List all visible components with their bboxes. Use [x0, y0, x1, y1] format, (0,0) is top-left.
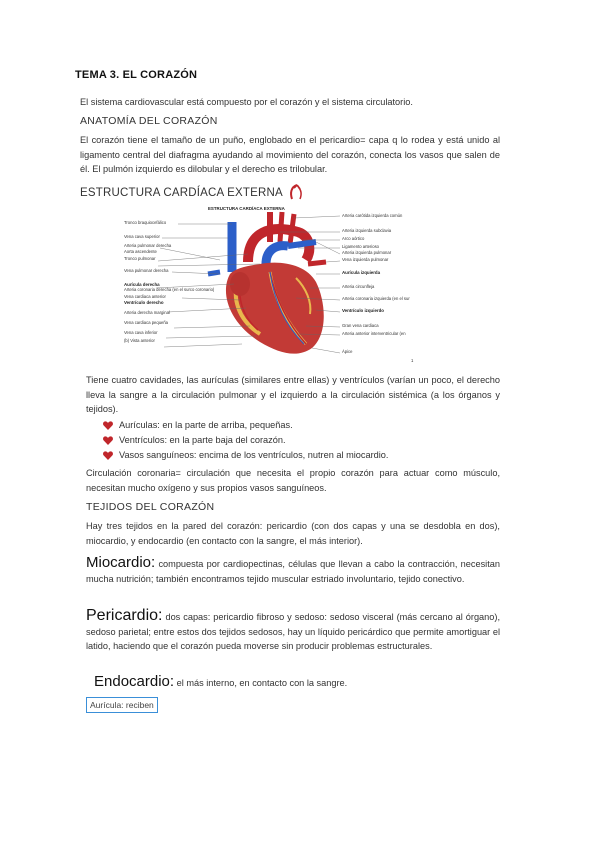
anatomy-paragraph: El corazón tiene el tamaño de un puño, englobado en el pericardio= capa q lo rodea y está unido al ligamento central del diafragma ayudando al movimiento del corazón, conecta los vasos que salen de él. El pulmón izquierdo es dilobular y el derecho es trilobular. [80, 135, 500, 175]
figure-right-label: Arteria izquierda pulmonar [342, 250, 392, 255]
figure-right-label: Arteria carótida izquierda común [342, 213, 403, 218]
figure-right-label: Vena izquierda pulmonar [342, 257, 389, 262]
list-item [103, 448, 483, 463]
miocardio-paragraph [86, 556, 500, 586]
tissues-paragraph: Hay tres tejidos en la pared del corazón: pericardio (con dos capas y una se desdobla en dos), miocardio, y endocardio (en contacto con la sangre, el más interior). [86, 521, 500, 546]
miocardio-text: compuesta por cardiopectinas, células que llevan a cabo la contracción, necesitan mucha nutrición; también encontramos tejido muscular estriado involuntario, tejido conectivo. [86, 559, 500, 584]
figure-left-label: Arteria derecha marginal [124, 310, 170, 315]
figure-right-label: Aurícula izquierda [342, 270, 381, 275]
figure-right-label: Ventrículo izquierdo [342, 308, 384, 313]
figure-left-label: Vena pulmonar derecha [124, 268, 169, 273]
endocardio-term: Endocardio: [94, 673, 175, 690]
tissues-heading: TEJIDOS DEL CORAZÓN [86, 501, 215, 513]
figure-right-label: Ligamento arterioso [342, 244, 380, 249]
heart-bullet-icon [103, 436, 113, 445]
figure-left-label: Vena cardiaca anterior [124, 294, 166, 299]
annotation-note-box[interactable]: Aurícula: reciben [86, 697, 158, 713]
bullet-text: Vasos sanguíneos: encima de los ventrículos, nutren al miocardio. [119, 450, 389, 460]
figure-right-label: Arteria circunfleja [342, 284, 375, 289]
figure-left-label: Arteria coronaria derecha (en el surco coronario) [124, 287, 215, 292]
document-title: TEMA 3. EL CORAZÓN [75, 69, 198, 81]
endocardio-paragraph [94, 675, 500, 691]
bullet-text: Aurículas: en la parte de arriba, pequeñas. [119, 420, 293, 430]
pericardio-term: Pericardio: [86, 607, 163, 624]
figure-right-label: Arteria izquierda subclavia [342, 228, 392, 233]
figure-page-mark: 1 [411, 358, 414, 363]
figure-right-label: Arteria coronaria izquierda (en el sur [342, 296, 410, 301]
figure-title: ESTRUCTURA CARDÍACA EXTERNA [208, 206, 285, 211]
list-item [103, 433, 483, 448]
structure-heading-text: ESTRUCTURA CARDÍACA EXTERNA [80, 187, 283, 199]
figure-left-label: Vena cardiaca pequeña [124, 320, 169, 325]
figure-right-label: Ápice [342, 349, 353, 354]
pericardio-paragraph [86, 609, 500, 654]
list-item [103, 418, 483, 433]
heart-bullet-icon [103, 451, 113, 460]
figure-left-label: Arteria pulmonar derecha [124, 243, 172, 248]
figure-left-label: Aurícula derecha [124, 282, 160, 287]
figure-left-label: Ventrículo derecho [124, 300, 164, 305]
figure-left-label: Tronco braquiocefálico [124, 220, 167, 225]
cavities-bullet-list [103, 418, 483, 463]
structure-heading [80, 183, 303, 201]
figure-left-label: (b) Vista anterior [124, 338, 155, 343]
figure-left-label: Tronco pulmonar [124, 256, 156, 261]
coronary-paragraph: Circulación coronaria= circulación que necesita el propio corazón para actuar como músculo, necesitan mucho oxígeno y sus propios vasos sanguíneos. [86, 468, 500, 493]
heart-anatomy-figure [120, 202, 416, 364]
endocardio-text: el más interno, en contacto con la sangre. [174, 678, 348, 688]
figure-left-label: Vena cava inferior [124, 330, 158, 335]
heart-illustration [120, 202, 416, 364]
figure-right-label: Gran vena cardiaca [342, 323, 379, 328]
miocardio-term: Miocardio: [86, 554, 156, 571]
intro-paragraph: El sistema cardiovascular está compuesto por el corazón y el sistema circulatorio. [80, 97, 413, 107]
figure-left-label: Vena cava superior [124, 234, 160, 239]
curved-arrow-icon [289, 183, 303, 201]
heart-bullet-icon [103, 421, 113, 430]
figure-left-label: Aorta ascendente [124, 249, 157, 254]
figure-right-label: Arteria anterior interventricular (en [342, 331, 406, 336]
pericardio-text: dos capas: pericardio fibroso y sedoso: sedoso visceral (más cercano al órgano), sedoso parietal; entre estos dos tejidos sedosos, hay un líquido pericárdico que permite amortiguar el latido, haciendo que el corazón pueda moverse sin producir problemas estructurales. [86, 612, 500, 652]
cavities-paragraph: Tiene cuatro cavidades, las aurículas (similares entre ellas) y ventrículos (varían un poco, el derecho lleva la sangre a la circulación pulmonar y el izquierdo a la circulación sistémica (a los órganos y tejidos). [86, 375, 500, 415]
bullet-text: Ventrículos: en la parte baja del corazón. [119, 435, 286, 445]
anatomy-heading: ANATOMÍA DEL CORAZÓN [80, 115, 218, 127]
figure-right-label: Arco aórtico [342, 236, 365, 241]
